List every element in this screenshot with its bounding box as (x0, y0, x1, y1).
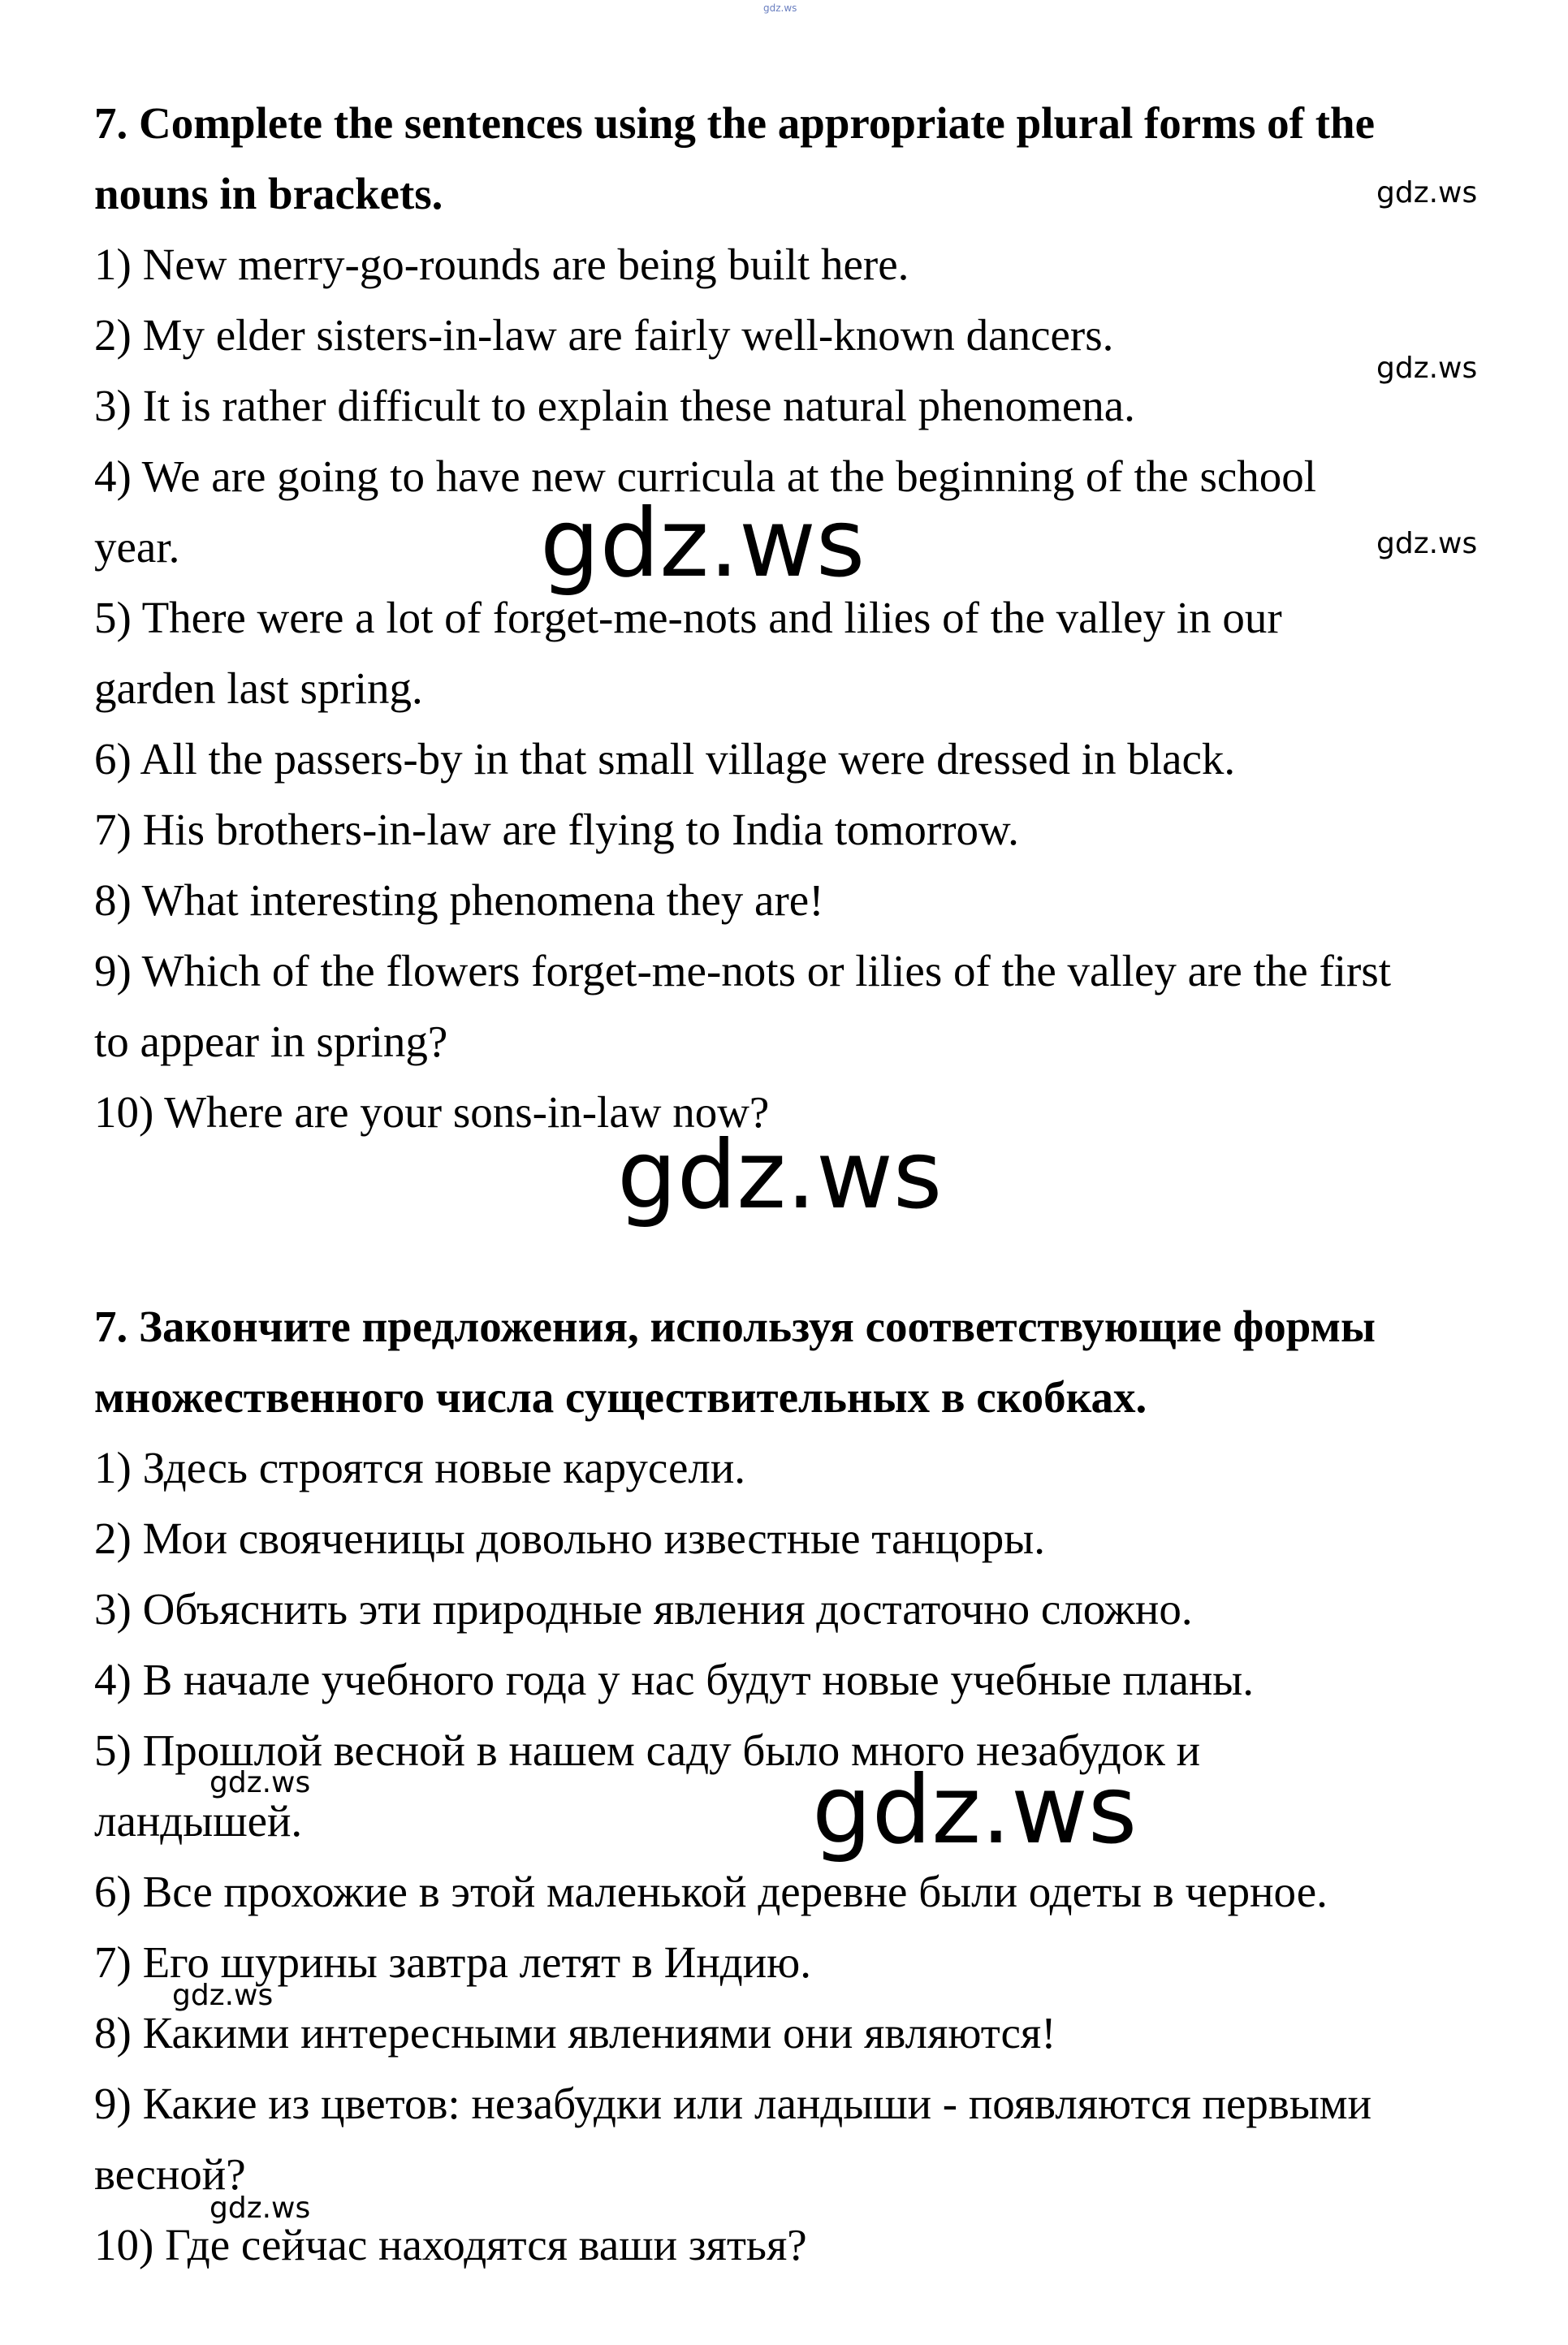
top-watermark: gdz.ws (763, 2, 797, 14)
english-line-10: 10) Where are your sons-in-law now? (94, 1087, 770, 1137)
russian-line-9: 9) Какие из цветов: незабудки или ландыши - появляются первыми (94, 2079, 1372, 2128)
watermark-large: gdz.ws (812, 1756, 1138, 1865)
watermark-small: gdz.ws (209, 2192, 311, 2225)
english-title-line-2: nouns in brackets. (94, 169, 443, 218)
english-line-9: 9) Which of the flowers forget-me-nots or lilies of the valley are the first (94, 946, 1392, 995)
english-line-4: 4) We are going to have new curricula at the beginning of the school (94, 451, 1317, 501)
watermark-large: gdz.ws (617, 1121, 943, 1230)
russian-line-5: 5) Прошлой весной в нашем саду было много незабудок и (94, 1725, 1201, 1775)
watermark-small: gdz.ws (209, 1766, 311, 1799)
russian-line-1: 1) Здесь строятся новые карусели. (94, 1443, 746, 1492)
russian-line-6: 6) Все прохожие в этой маленькой деревне были одеты в черное. (94, 1867, 1328, 1916)
english-line-1: 1) New merry-go-rounds are being built here. (94, 240, 909, 289)
russian-title-line-1: 7. Закончите предложения, используя соответствующие формы (94, 1302, 1376, 1351)
english-line-8: 8) What interesting phenomena they are! (94, 875, 824, 925)
english-line-5: 5) There were a lot of forget-me-nots and lilies of the valley in our (94, 593, 1282, 642)
english-line-4-cont: year. (94, 522, 180, 572)
russian-line-3: 3) Объяснить эти природные явления достаточно сложно. (94, 1584, 1193, 1634)
russian-line-4: 4) В начале учебного года у нас будут новые учебные планы. (94, 1655, 1254, 1704)
english-line-5-cont: garden last spring. (94, 663, 423, 713)
russian-line-10: 10) Где сейчас находятся ваши зятья? (94, 2220, 807, 2269)
watermark-small: gdz.ws (1376, 352, 1478, 385)
russian-line-5-cont: ландышей. (94, 1796, 303, 1846)
russian-line-2: 2) Мои свояченицы довольно известные танцоры. (94, 1514, 1045, 1563)
russian-line-9-cont: весной? (94, 2149, 246, 2199)
russian-title-line-2: множественного числа существительных в скобках. (94, 1372, 1147, 1422)
english-line-6: 6) All the passers-by in that small village were dressed in black. (94, 734, 1236, 784)
russian-line-7: 7) Его шурины завтра летят в Индию. (94, 1937, 812, 1987)
english-line-3: 3) It is rather difficult to explain these natural phenomena. (94, 381, 1135, 430)
english-line-9-cont: to appear in spring? (94, 1017, 448, 1066)
english-line-2: 2) My elder sisters-in-law are fairly well-known dancers. (94, 310, 1114, 360)
watermark-large: gdz.ws (540, 489, 866, 598)
english-line-7: 7) His brothers-in-law are flying to India tomorrow. (94, 805, 1019, 854)
watermark-small: gdz.ws (1376, 527, 1478, 560)
russian-line-8: 8) Какими интересными явлениями они являются! (94, 2008, 1056, 2058)
watermark-small: gdz.ws (1376, 176, 1478, 209)
english-title-line-1: 7. Complete the sentences using the appropriate plural forms of the (94, 98, 1376, 148)
watermark-small: gdz.ws (172, 1979, 274, 2012)
